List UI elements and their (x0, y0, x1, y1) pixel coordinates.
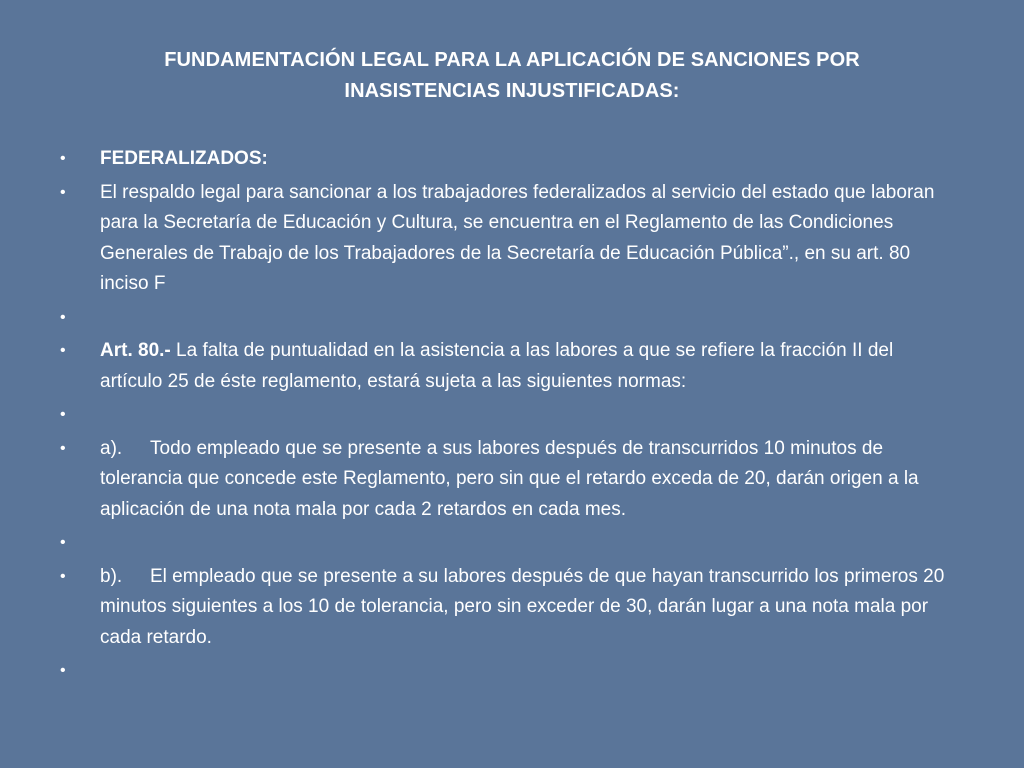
slide-title (70, 45, 954, 107)
bullet-dot: • (60, 406, 66, 423)
bullet-list (60, 144, 960, 690)
bullet-item-empty (60, 303, 960, 334)
bullet-item-respaldo-legal (60, 178, 960, 300)
bullet-text: Todo empleado que se presente a sus labores después de transcurridos 10 minutos de tolerancia que concede este Reglamento, pero sin que el retardo exceda de 20, darán origen a la aplicación de una nota mala por cada 2 retardos en cada mes. (100, 437, 919, 520)
bullet-dot: • (60, 150, 66, 167)
bullet-text: El respaldo legal para sancionar a los trabajadores federalizados al servicio del estado que laboran para la Secretaría de Educación y Cultura, se encuentra en el Reglamento de las Condiciones Generales de Trabajo de los Trabajadores de la Secretaría de Educación Pública”., en su art. 80 inciso F (100, 181, 935, 294)
bullet-dot: • (60, 567, 66, 585)
title-line-1: FUNDAMENTACIÓN LEGAL PARA LA APLICACIÓN DE SANCIONES POR (164, 49, 860, 71)
bullet-text (100, 307, 105, 328)
article-label: Art. 80.- (100, 340, 171, 361)
bullet-text: El empleado que se presente a su labores después de que hayan transcurrido los primeros 20 minutos siguientes a los 10 de tolerancia, pero sin exceder de 30, darán lugar a una nota mala por cada retardo. (100, 565, 945, 648)
bullet-text: FEDERALIZADOS: (100, 148, 268, 169)
bullet-item-empty (60, 656, 960, 687)
bullet-item-inciso-a (60, 434, 960, 526)
bullet-dot: • (60, 183, 66, 201)
bullet-text (100, 660, 105, 681)
bullet-text (100, 532, 105, 553)
bullet-text: La falta de puntualidad en la asistencia a las labores a que se refiere la fracción II del artículo 25 de éste reglamento, estará sujeta a las siguientes normas: (100, 340, 894, 392)
bullet-dot: • (60, 534, 66, 551)
bullet-dot: • (60, 439, 66, 457)
bullet-dot: • (60, 342, 66, 359)
bullet-item-empty (60, 528, 960, 559)
inciso-label: a). (100, 437, 123, 459)
bullet-item-empty (60, 400, 960, 431)
title-line-2: INASISTENCIAS INJUSTIFICADAS: (344, 80, 680, 102)
bullet-item-inciso-b (60, 562, 960, 654)
bullet-dot: • (60, 662, 66, 679)
bullet-text (100, 404, 105, 425)
inciso-label: b). (100, 565, 123, 587)
bullet-dot: • (60, 308, 66, 326)
bullet-item-federalizados (60, 144, 960, 175)
bullet-item-art-80 (60, 336, 960, 397)
